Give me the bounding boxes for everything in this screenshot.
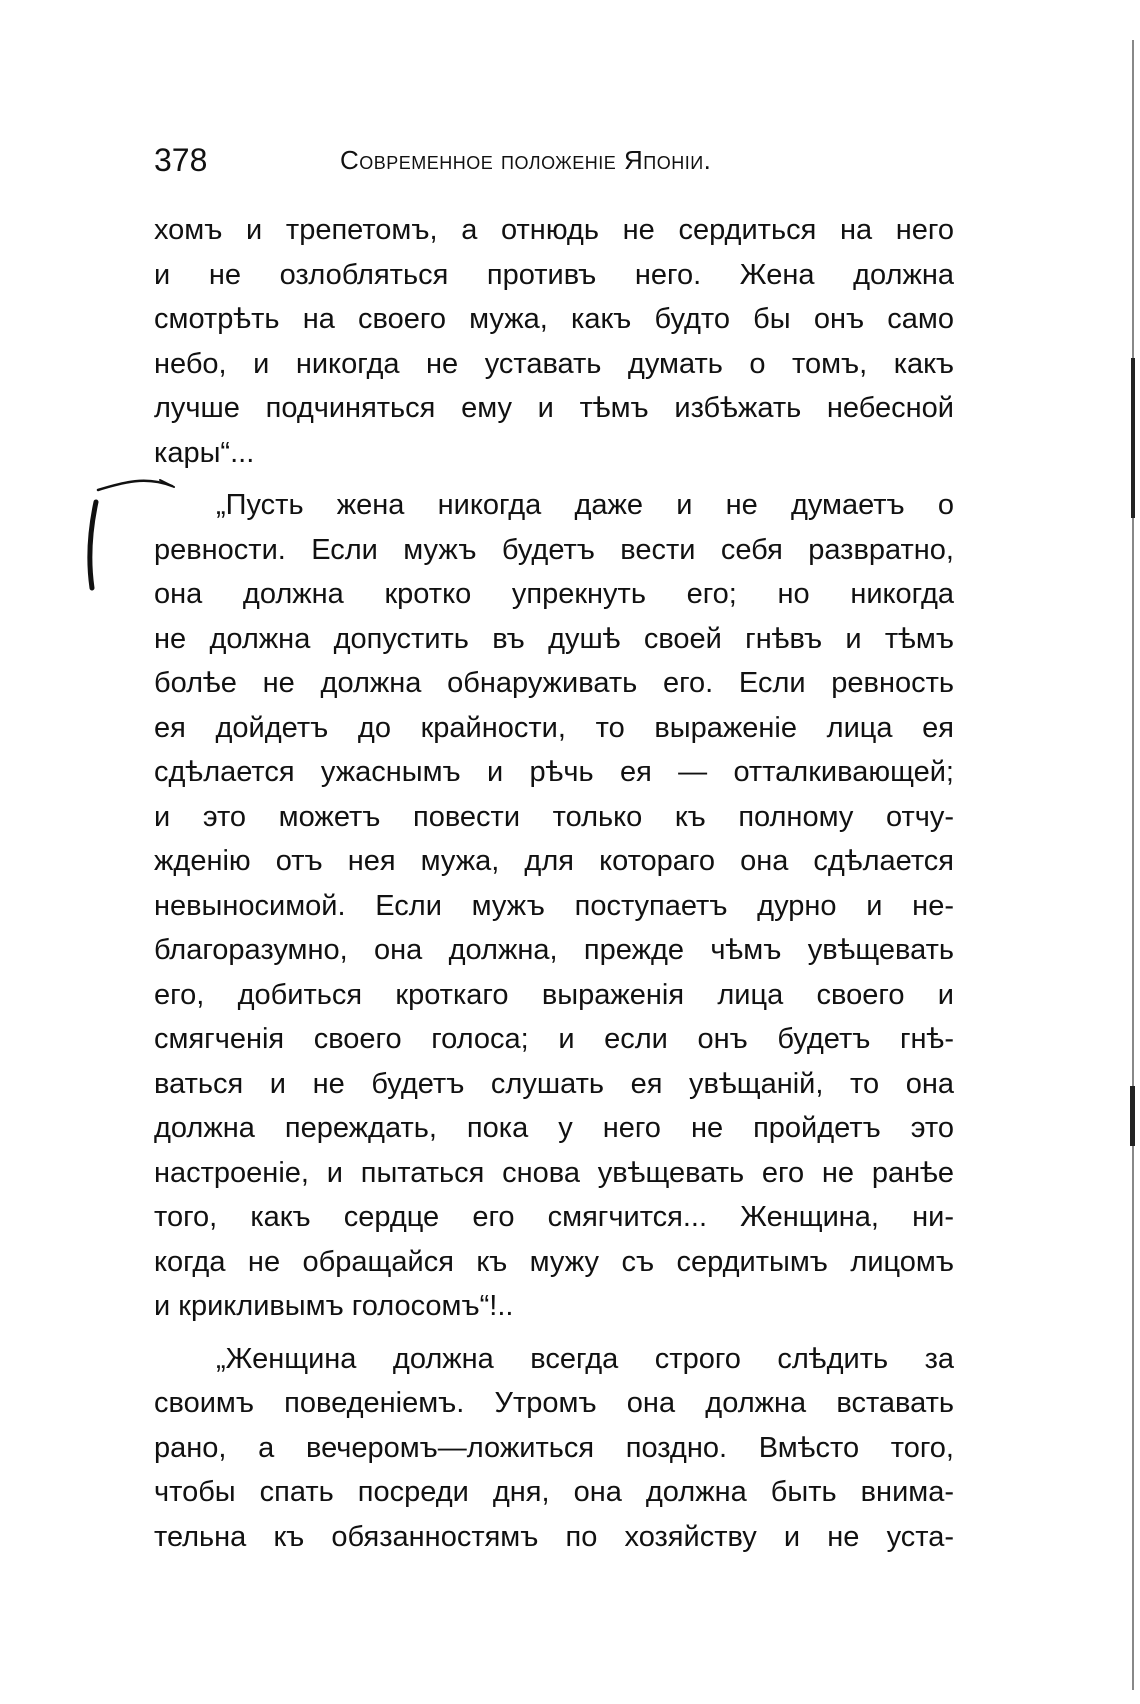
text-line: смягченія своего голоса; и если онъ будетъ гнѣ- [154, 1023, 954, 1055]
running-title: Современное положеніе Японіи. [340, 145, 712, 175]
paragraph-3 [154, 1337, 954, 1560]
scan-edge-mark [1131, 358, 1135, 518]
text-line: ваться и не будетъ слушать ея увѣщаній, то она [154, 1067, 954, 1100]
body-text [154, 208, 954, 1559]
text-line: сдѣлается ужаснымъ и рѣчь ея — отталкивающей; [154, 756, 954, 788]
scan-edge-mark [1130, 1086, 1135, 1146]
text-line: чтобы спать посреди дня, она должна быть внима- [154, 1476, 954, 1508]
text-line: болѣе не должна обнаруживать его. Если ревность [154, 667, 954, 699]
text-line: кары“... [154, 436, 255, 469]
text-line: лучше подчиняться ему и тѣмъ избѣжать небесной [154, 392, 954, 424]
text-line: и это можетъ повести только къ полному отчу- [154, 800, 954, 833]
text-line: небо, и никогда не уставать думать о томъ, какъ [154, 347, 954, 380]
text-line: ея дойдетъ до крайности, то выраженіе лица ея [154, 711, 954, 744]
text-line: настроеніе, и пытаться снова увѣщевать его не ранѣе [154, 1156, 954, 1189]
text-line: и крикливымъ голосомъ“!.. [154, 1290, 514, 1322]
text-line: жденію отъ нея мужа, для котораго она сдѣлается [154, 845, 954, 877]
paragraph-gap [154, 1329, 954, 1337]
paragraph-1 [154, 208, 954, 475]
page-header [154, 138, 794, 182]
text-line: невыносимой. Если мужъ поступаетъ дурно и не- [154, 889, 954, 922]
text-line: рано, а вечеромъ—ложиться поздно. Вмѣсто того, [154, 1431, 954, 1464]
text-line: должна переждать, пока у него не пройдетъ это [154, 1112, 954, 1144]
scan-edge-line [1132, 40, 1134, 1690]
text-line: и не озлобляться противъ него. Жена должна [154, 258, 954, 291]
text-line: того, какъ сердце его смягчится... Женщина, ни- [154, 1201, 954, 1233]
text-line: „Женщина должна всегда строго слѣдить за [216, 1342, 954, 1375]
paragraph-2 [154, 483, 954, 1329]
page-number: 378 [154, 142, 208, 178]
text-line: она должна кротко упрекнуть его; но никогда [154, 578, 954, 610]
text-line: своимъ поведеніемъ. Утромъ она должна вставать [154, 1387, 954, 1419]
text-line: когда не обращайся къ мужу съ сердитымъ лицомъ [154, 1245, 954, 1278]
text-line: „Пусть жена никогда даже и не думаетъ о [216, 489, 954, 521]
paragraph-gap [154, 475, 954, 483]
text-line: его, добиться кроткаго выраженія лица своего и [154, 978, 954, 1011]
text-line: тельна къ обязанностямъ по хозяйству и не уста- [154, 1520, 954, 1553]
text-line: не должна допустить въ душѣ своей гнѣвъ и тѣмъ [154, 622, 954, 655]
text-line: хомъ и трепетомъ, а отнюдь не сердиться на него [154, 214, 954, 246]
text-line: благоразумно, она должна, прежде чѣмъ увѣщевать [154, 934, 954, 966]
text-line: ревности. Если мужъ будетъ вести себя развратно, [154, 533, 954, 566]
text-line: смотрѣть на своего мужа, какъ будто бы онъ само [154, 303, 954, 335]
